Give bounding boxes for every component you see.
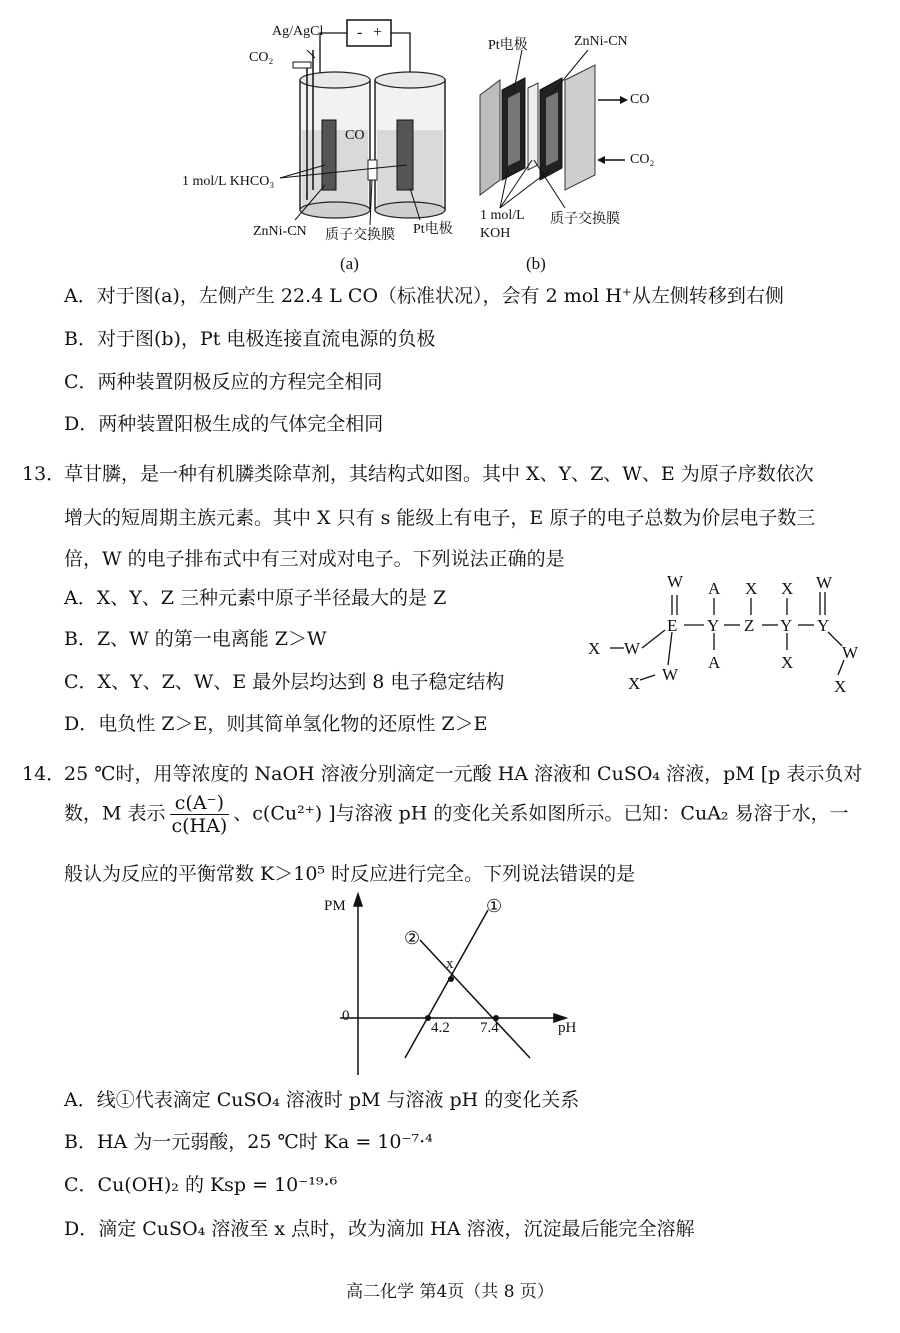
svg-text:Z: Z: [744, 616, 755, 635]
svg-text:E: E: [667, 616, 678, 635]
q12-option-c: C．两种装置阴极反应的方程完全相同: [64, 371, 383, 393]
svg-text:X: X: [781, 653, 794, 672]
q14-stem-1: 25 ℃时，用等浓度的 NaOH 溶液分别滴定一元酸 HA 溶液和 CuSO₄ 溶液，pM [p 表示负对: [64, 763, 863, 785]
q13-stem-2: 增大的短周期主族元素。其中 X 只有 s 能级上有电子，E 原子的电子总数为价层电子数三: [64, 507, 816, 529]
label-co2-in-b: CO₂: [630, 152, 655, 167]
svg-text:X: X: [588, 639, 601, 658]
q14-stem-2b: 、c(Cu²⁺) ]与溶液 pH 的变化关系如图所示。已知：CuA₂ 易溶于水，一: [233, 802, 849, 825]
q13-option-b: B．Z、W 的第一电离能 Z＞W: [64, 628, 327, 650]
q14-stem-2: [64, 792, 849, 837]
label-pt-a: Pt电极: [413, 222, 453, 237]
svg-text:Y: Y: [707, 616, 720, 635]
figure-b: [470, 10, 700, 275]
q14-number: 14．: [22, 763, 66, 785]
structural-formula: [580, 570, 880, 700]
q14-stem-2a: 数，M 表示: [64, 802, 166, 825]
q14-option-a: A．线①代表滴定 CuSO₄ 溶液时 pM 与溶液 pH 的变化关系: [64, 1089, 580, 1111]
graph-y-label: PM: [324, 898, 346, 914]
graph-tick-4-2: 4.2: [431, 1020, 450, 1036]
label-ag-agcl: Ag/AgCl: [272, 24, 324, 39]
q13-stem-1: 草甘膦，是一种有机膦类除草剂，其结构式如图。其中 X、Y、Z、W、E 为原子序数依次: [64, 463, 814, 485]
svg-text:W: W: [662, 665, 679, 684]
label-khco3: 1 mol/L KHCO₃: [182, 174, 275, 189]
fraction-numerator: c(A⁻): [170, 792, 230, 815]
q14-option-d: D．滴定 CuSO₄ 溶液至 x 点时，改为滴加 HA 溶液，沉淀最后能完全溶解: [64, 1218, 695, 1240]
q12-option-d: D．两种装置阳极生成的气体完全相同: [64, 413, 384, 435]
svg-text:X: X: [834, 677, 847, 696]
caption-a: (a): [340, 254, 359, 273]
svg-text:W: W: [816, 573, 833, 592]
q14-option-c: C．Cu(OH)₂ 的 Ksp = 10⁻¹⁹·⁶: [64, 1174, 338, 1196]
svg-text:A: A: [708, 579, 721, 598]
q12-option-a: A．对于图(a)，左侧产生 22.4 L CO（标准状况），会有 2 mol H⁺从左侧转移到右侧: [64, 285, 784, 307]
graph-origin: 0: [342, 1008, 350, 1024]
structural-formula-bonds: [580, 570, 880, 700]
fraction-denominator: c(HA): [171, 815, 228, 837]
caption-b: (b): [526, 254, 546, 273]
pm-ph-graph-svg: [320, 890, 600, 1075]
label-koh-2: KOH: [480, 226, 511, 241]
svg-text:X: X: [745, 579, 758, 598]
q13-number: 13．: [22, 463, 66, 485]
power-minus: -: [357, 24, 363, 41]
svg-text:W: W: [842, 643, 859, 662]
graph-tick-7-4: 7.4: [480, 1020, 499, 1036]
graph-line-2-label: ②: [404, 928, 421, 948]
graph-point-x: x: [446, 956, 454, 972]
label-koh-1: 1 mol/L: [480, 208, 525, 223]
label-co-out-b: CO: [630, 92, 650, 107]
svg-text:Y: Y: [780, 616, 793, 635]
label-znni-cn-b: ZnNi-CN: [574, 34, 628, 49]
label-membrane-b: 质子交换膜: [550, 212, 620, 227]
label-membrane-a: 质子交换膜: [325, 228, 395, 243]
svg-text:Y: Y: [817, 616, 830, 635]
q13-option-a: A．X、Y、Z 三种元素中原子半径最大的是 Z: [64, 587, 447, 609]
q12-option-b: B．对于图(b)，Pt 电极连接直流电源的负极: [64, 328, 436, 350]
q13-stem-3: 倍，W 的电子排布式中有三对成对电子。下列说法正确的是: [64, 548, 565, 570]
q13-option-d: D．电负性 Z＞E，则其简单氢化物的还原性 Z＞E: [64, 713, 488, 735]
svg-text:W: W: [667, 572, 684, 591]
fraction: [170, 792, 230, 837]
svg-text:A: A: [708, 653, 721, 672]
label-co-a: CO: [345, 128, 365, 143]
q13-option-c: C．X、Y、Z、W、E 最外层均达到 8 电子稳定结构: [64, 671, 505, 693]
pm-ph-graph: [320, 890, 600, 1075]
page-footer: 高二化学 第4页（共 8 页）: [346, 1282, 554, 1302]
power-plus: +: [373, 24, 383, 41]
label-pt-b: Pt电极: [488, 38, 528, 53]
svg-text:W: W: [624, 639, 641, 658]
q14-option-b: B．HA 为一元弱酸，25 ℃时 Ka = 10⁻⁷·⁴: [64, 1131, 433, 1153]
svg-text:X: X: [781, 579, 794, 598]
figure-a: [175, 10, 475, 275]
q14-stem-3: 般认为反应的平衡常数 K＞10⁵ 时反应进行完全。下列说法错误的是: [64, 863, 636, 885]
label-co2-a: CO₂: [249, 50, 274, 65]
label-znni-cn-a: ZnNi-CN: [253, 224, 307, 239]
svg-text:X: X: [628, 674, 641, 693]
graph-x-label: pH: [558, 1020, 577, 1036]
graph-line-1-label: ①: [486, 896, 503, 916]
